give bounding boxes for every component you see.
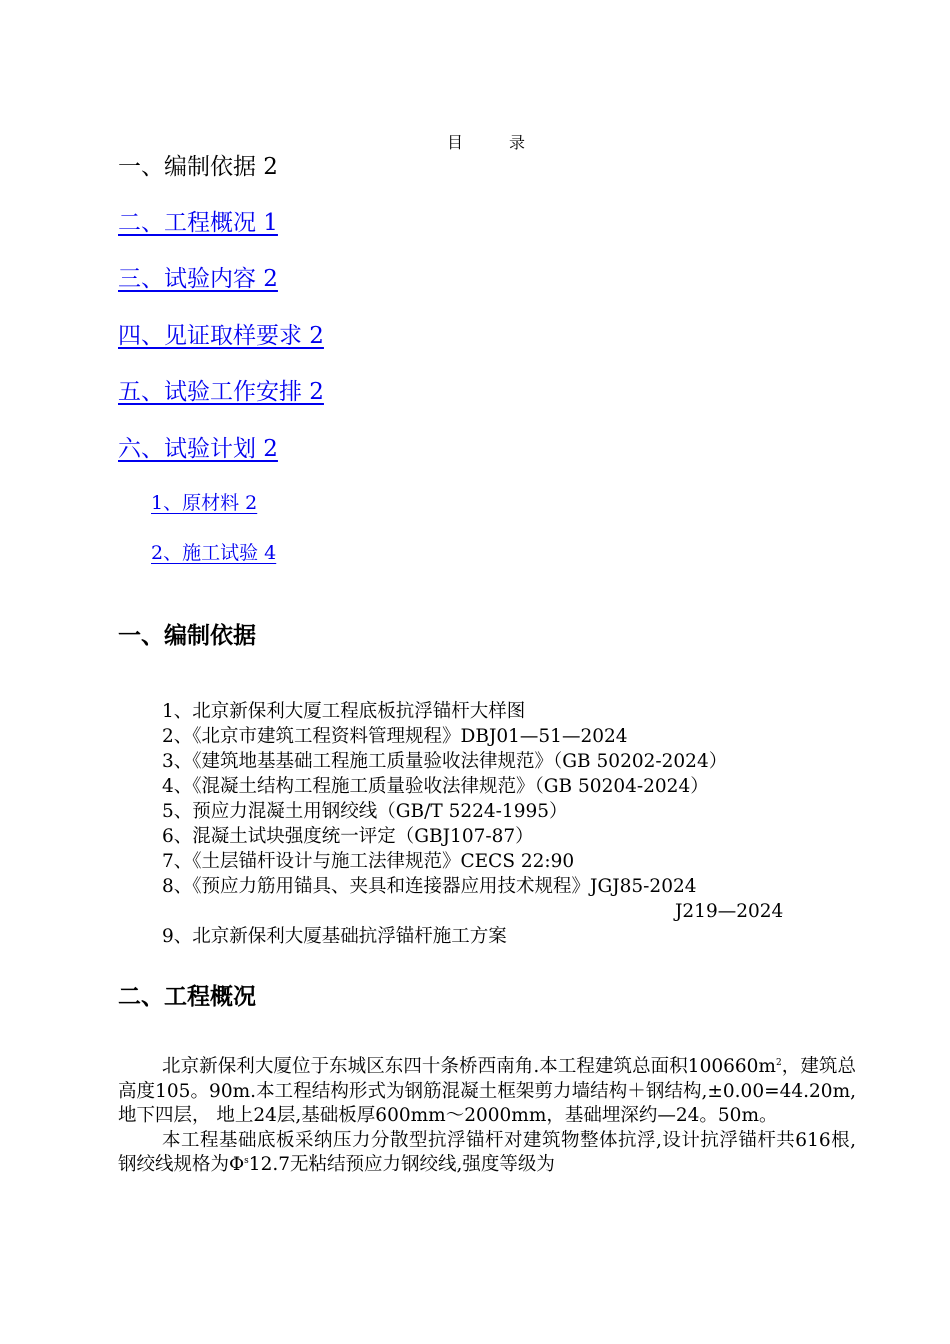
toc-link-test-plan[interactable]: 六、试验计划 2 [118,436,278,462]
section-heading-basis: 一、编制依据 [118,623,256,649]
list-item: 5、预应力混凝土用钢绞线（GB/T 5224-1995） [162,801,568,822]
toc-link-test-arrangement[interactable]: 五、试验工作安排 2 [118,379,324,405]
toc-link-raw-materials[interactable]: 1、原材料 2 [151,492,258,514]
list-item: 8、《预应力筋用锚具、夹具和连接器应用技术规程》JGJ85-2024 [162,876,697,897]
list-item: 1、北京新保利大厦工程底板抗浮锚杆大样图 [162,701,526,722]
list-item: 7、《土层锚杆设计与施工法律规范》CECS 22:90 [162,851,575,872]
toc-item-basis: 一、编制依据 2 [118,154,278,180]
section-heading-overview: 二、工程概况 [118,984,256,1010]
toc-title-right: 录 [509,133,528,152]
paragraph: 本工程基础底板采纳压力分散型抗浮锚杆对建筑物整体抗浮,设计抗浮锚杆共616根,钢绞线规格为$\Phi^s12.7$无粘结预应力钢绞线,强度等级为 [118,1129,856,1175]
list-item-continuation: J219—2024 [675,901,784,922]
list-item: 3、《建筑地基基础工程施工质量验收法律规范》（GB 50202-2024） [162,751,728,772]
paragraph: 北京新保利大厦位于东城区东四十条桥西南角.本工程建筑总面积$100660m^2$，建筑总高度105。90m.本工程结构形式为钢筋混凝土框架剪力墙结构＋钢结构,±0.00=44.20m,地下四层， 地上24层,基础板厚600mm～2000mm，基础埋深约—24。50m。 [118,1056,856,1126]
list-item: 9、北京新保利大厦基础抗浮锚杆施工方案 [162,926,507,947]
overview-body [118,1055,856,1178]
basis-list [162,699,783,949]
toc-link-overview[interactable]: 二、工程概况 1 [118,210,278,236]
list-item: 2、《北京市建筑工程资料管理规程》DBJ01—51—2024 [162,726,628,747]
toc-link-test-content[interactable]: 三、试验内容 2 [118,266,278,292]
list-item: 6、混凝土试块强度统一评定（GBJ107-87） [162,826,534,847]
toc-link-witness-sampling[interactable]: 四、见证取样要求 2 [118,323,324,349]
toc-title-left: 目 [446,133,465,152]
toc-link-construction-tests[interactable]: 2、施工试验 4 [151,542,277,564]
list-item: 4、《混凝土结构工程施工质量验收法律规范》（GB 50204-2024） [162,776,709,797]
